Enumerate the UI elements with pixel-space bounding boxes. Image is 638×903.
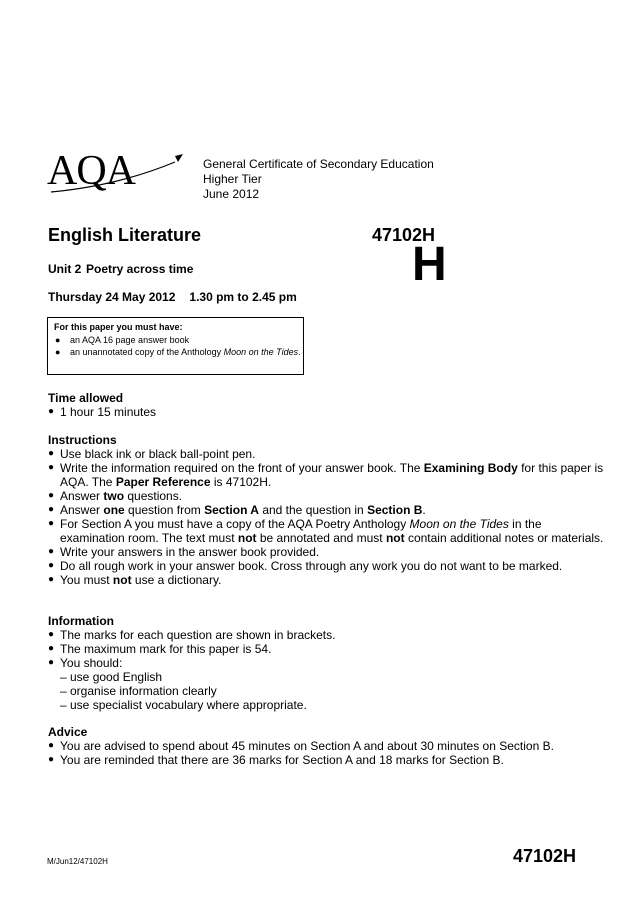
sub-item: – use specialist vocabulary where appropriate.	[60, 698, 307, 712]
bullet-icon: ●	[48, 740, 55, 751]
list-item: ● Do all rough work in your answer book. Cross through any work you do not want to be marked.	[48, 559, 563, 573]
section-heading: Time allowed	[48, 391, 124, 405]
bullet-icon: ●	[55, 347, 61, 357]
unit-label: Unit 2	[48, 262, 82, 276]
subject-title: English Literature	[48, 225, 202, 245]
bullet-icon: ●	[48, 504, 55, 515]
bullet-icon: ●	[48, 560, 55, 571]
time-allowed-section	[48, 391, 608, 419]
section-heading: Information	[48, 614, 114, 628]
sub-item: – use good English	[60, 670, 163, 684]
section-heading: Advice	[48, 725, 88, 739]
exam-date: Thursday 24 May 2012	[48, 290, 176, 304]
information-section	[48, 614, 608, 712]
tier: Higher Tier	[203, 172, 262, 186]
sub-item: – organise information clearly	[60, 684, 217, 698]
unit-line	[48, 262, 193, 276]
list-item: ● Answer two questions.	[48, 489, 183, 503]
bullet-icon: ●	[48, 462, 55, 473]
footer-paper-code: 47102H	[513, 846, 577, 866]
list-item: ● You are reminded that there are 36 marks for Section A and 18 marks for Section B.	[48, 753, 504, 767]
instructions-section	[48, 433, 608, 587]
list-item: ● Write the information required on the front of your answer book. The Examining Body for this paper is AQA. The Paper Reference is 47102H.	[48, 461, 604, 489]
list-item: ● For Section A you must have a copy of the AQA Poetry Anthology Moon on the Tides in the examination room. The text must not be annotated and must not contain additional notes or materials.	[48, 517, 604, 545]
tier-letter: H	[412, 238, 447, 291]
bullet-icon: ●	[48, 754, 55, 765]
materials-title: For this paper you must have:	[54, 322, 183, 332]
list-item: ● Write your answers in the answer book provided.	[48, 545, 320, 559]
list-item: ● You must not use a dictionary.	[48, 573, 222, 587]
footer-reference: M/Jun12/47102H	[47, 857, 108, 866]
aqa-logo	[47, 148, 197, 198]
list-item: ● The maximum mark for this paper is 54.	[48, 642, 272, 656]
session: June 2012	[203, 187, 260, 201]
list-item: ● 1 hour 15 minutes	[48, 405, 157, 419]
list-item: ● You should:	[48, 656, 123, 670]
materials-box	[47, 317, 304, 375]
qualification: General Certificate of Secondary Education	[203, 157, 434, 171]
bullet-icon: ●	[48, 546, 55, 557]
advice-section	[48, 725, 608, 767]
section-heading: Instructions	[48, 433, 117, 447]
bullet-icon: ●	[48, 657, 55, 668]
bullet-icon: ●	[48, 518, 55, 529]
list-item: ● Use black ink or black ball-point pen.	[48, 447, 256, 461]
logo-text: AQA	[47, 148, 135, 194]
unit-title: Poetry across time	[86, 262, 194, 276]
exam-time: 1.30 pm to 2.45 pm	[189, 290, 297, 304]
list-item: ● Answer one question from Section A and the question in Section B.	[48, 503, 426, 517]
list-item: ● The marks for each question are shown in brackets.	[48, 628, 336, 642]
bullet-icon: ●	[48, 574, 55, 585]
bullet-icon: ●	[48, 643, 55, 654]
exam-header	[203, 157, 434, 202]
bullet-icon: ●	[48, 448, 55, 459]
bullet-icon: ●	[48, 406, 55, 417]
paper-code: 47102H	[372, 225, 436, 245]
bullet-icon: ●	[48, 490, 55, 501]
bullet-icon: ●	[48, 629, 55, 640]
date-line	[48, 290, 297, 304]
materials-item: ● an unannotated copy of the Anthology Moon on the Tides.	[55, 347, 301, 357]
materials-item: ● an AQA 16 page answer book	[55, 334, 190, 345]
list-item: ● You are advised to spend about 45 minutes on Section A and about 30 minutes on Section B.	[48, 739, 554, 753]
bullet-icon: ●	[55, 334, 61, 345]
